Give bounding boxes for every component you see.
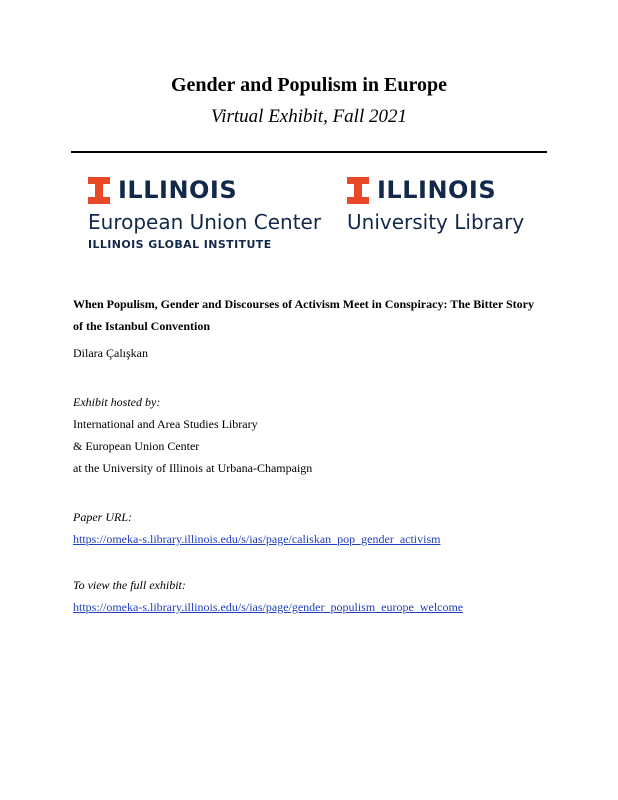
illinois-block-i-icon — [88, 177, 110, 204]
paper-title-line-2: of the Istanbul Convention — [73, 319, 211, 333]
author-name: Dilara Çalışkan — [73, 346, 148, 360]
logo-mark-row — [347, 176, 547, 206]
page-subtitle: Virtual Exhibit, Fall 2021 — [211, 106, 407, 127]
host-line-1: International and Area Studies Library — [73, 417, 258, 431]
host-line-2: & European Union Center — [73, 439, 200, 453]
global-institute-name: ILLINOIS GLOBAL INSTITUTE — [88, 238, 272, 251]
logo-mark-row — [88, 176, 328, 206]
illinois-block-i-icon — [347, 177, 369, 204]
eu-center-logo — [88, 176, 328, 252]
full-exhibit-link[interactable]: https://omeka-s.library.illinois.edu/s/ias/page/gender_populism_europe_welcome — [73, 600, 464, 614]
title-divider — [71, 151, 547, 153]
paper-url-link[interactable]: https://omeka-s.library.illinois.edu/s/ias/page/caliskan_pop_gender_activism — [73, 532, 441, 546]
eu-center-name: European Union Center — [88, 210, 322, 234]
page-title: Gender and Populism in Europe — [171, 74, 447, 96]
full-exhibit-label: To view the full exhibit: — [73, 578, 186, 592]
hosted-by-label: Exhibit hosted by: — [73, 395, 161, 409]
illinois-wordmark: ILLINOIS — [377, 176, 497, 204]
host-line-3: at the University of Illinois at Urbana-Champaign — [73, 461, 313, 475]
illinois-wordmark: ILLINOIS — [118, 176, 238, 204]
university-library-logo — [347, 176, 547, 234]
university-library-name: University Library — [347, 210, 525, 234]
paper-url-label: Paper URL: — [73, 510, 132, 524]
paper-title-line-1: When Populism, Gender and Discourses of Activism Meet in Conspiracy: The Bitter Story — [73, 297, 534, 311]
